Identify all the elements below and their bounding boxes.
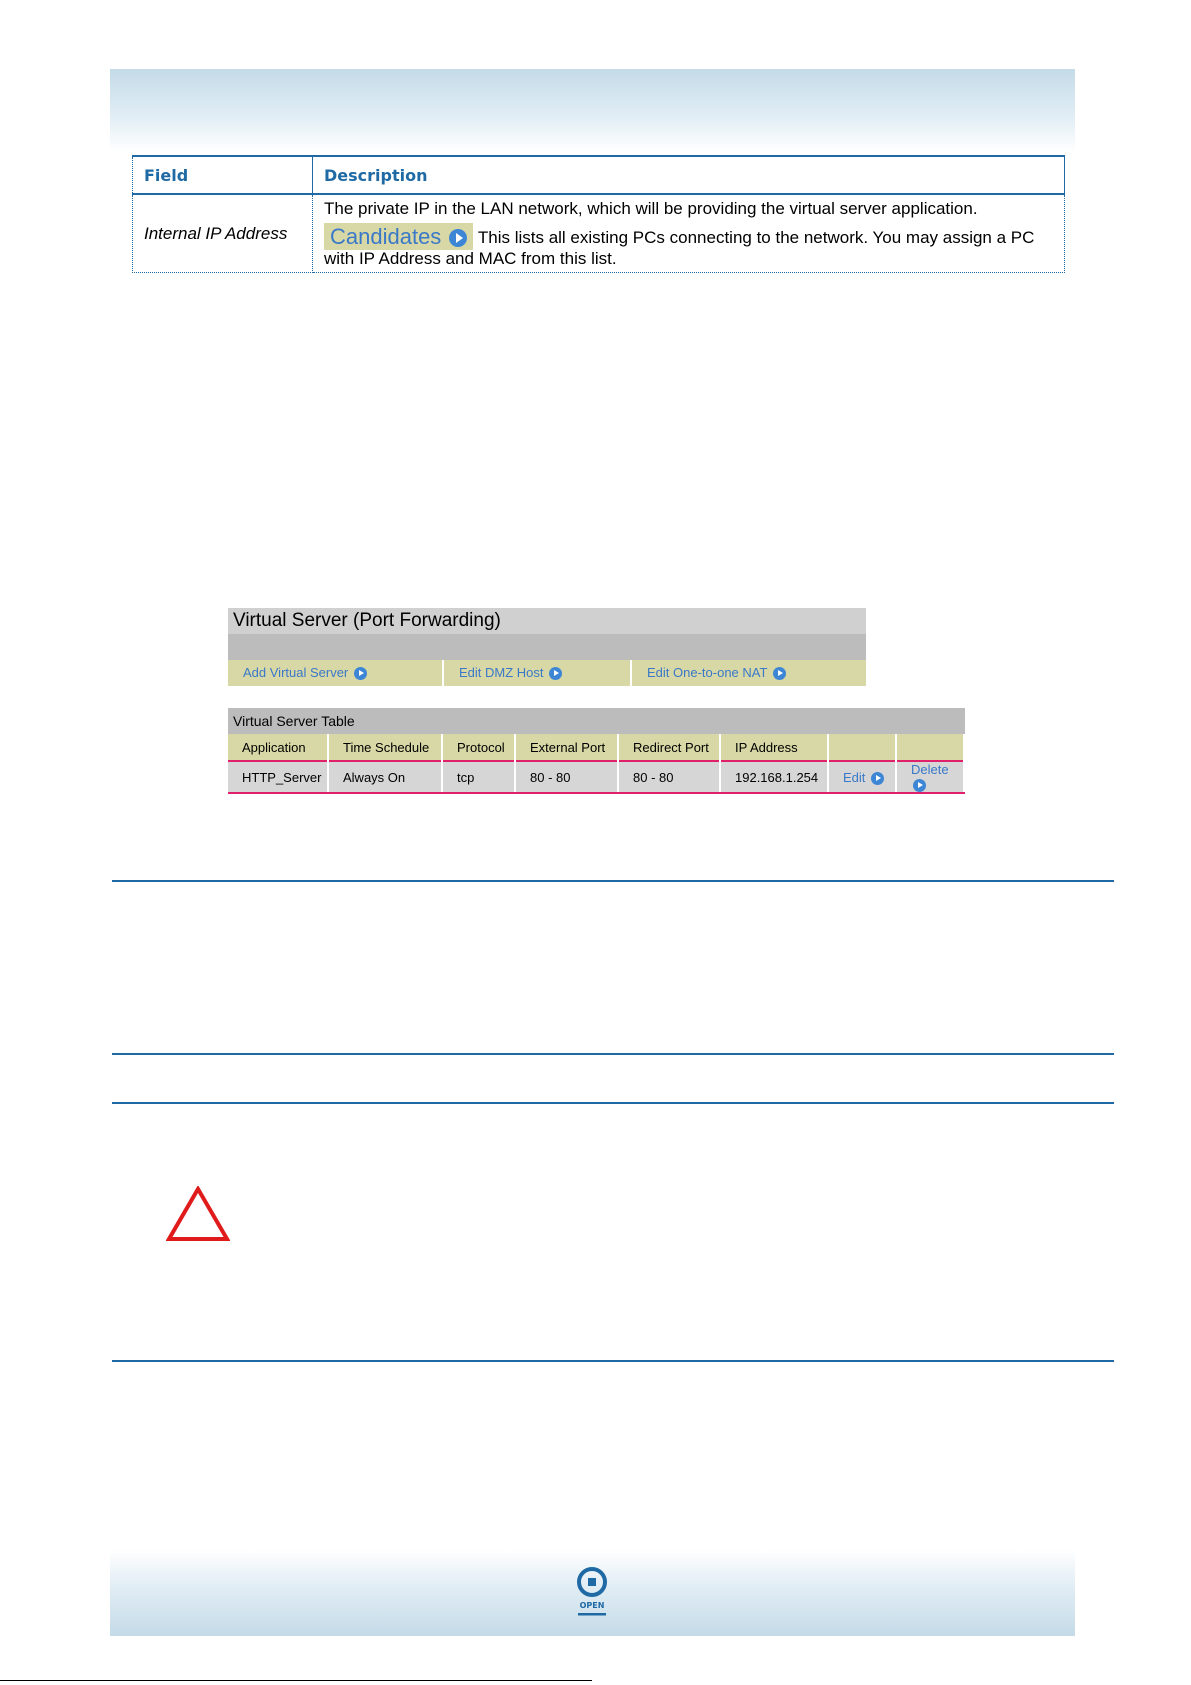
arrow-circle-icon bbox=[549, 667, 562, 680]
description-header: Description bbox=[313, 156, 1065, 194]
header-band bbox=[110, 69, 1075, 152]
virtual-server-panel bbox=[228, 608, 866, 686]
candidates-button[interactable] bbox=[324, 223, 473, 250]
edit-dmz-host-link[interactable] bbox=[444, 660, 632, 686]
description-text: This lists all existing PCs connecting to the network. You may assign a PC with IP Address and MAC from this list. bbox=[324, 228, 1035, 269]
section-divider bbox=[112, 1360, 1114, 1362]
section-divider bbox=[112, 880, 1114, 882]
field-header: Field bbox=[133, 156, 313, 194]
col-ip-address: IP Address bbox=[720, 734, 828, 761]
edit-one-to-one-nat-link[interactable] bbox=[632, 660, 866, 686]
arrow-circle-icon bbox=[449, 229, 467, 247]
arrow-circle-icon bbox=[913, 779, 926, 792]
section-divider bbox=[112, 1102, 1114, 1104]
virtual-server-table-title: Virtual Server Table bbox=[228, 708, 965, 734]
col-application: Application bbox=[228, 734, 328, 761]
edit-label: Edit bbox=[843, 769, 866, 785]
table-row bbox=[228, 761, 964, 793]
cell-schedule: Always On bbox=[328, 761, 442, 793]
cell-redirect-port: 80 - 80 bbox=[618, 761, 720, 793]
col-redirect-port: Redirect Port bbox=[618, 734, 720, 761]
arrow-circle-icon bbox=[871, 772, 884, 785]
col-edit bbox=[828, 734, 896, 761]
virtual-server-table bbox=[228, 734, 965, 794]
field-description bbox=[313, 194, 1065, 273]
warning-icon bbox=[166, 1186, 230, 1242]
cell-protocol: tcp bbox=[442, 761, 515, 793]
description-line: The private IP in the LAN network, which will be providing the virtual server application. bbox=[324, 199, 978, 218]
virtual-server-bar bbox=[228, 634, 866, 660]
col-protocol: Protocol bbox=[442, 734, 515, 761]
section-divider bbox=[112, 1053, 1114, 1055]
col-delete bbox=[896, 734, 964, 761]
candidates-label: Candidates bbox=[330, 224, 442, 249]
arrow-circle-icon bbox=[354, 667, 367, 680]
col-external-port: External Port bbox=[515, 734, 618, 761]
virtual-server-table-panel bbox=[228, 708, 965, 794]
open-logo-icon bbox=[575, 1566, 609, 1620]
logo-text: OPEN bbox=[579, 1601, 605, 1610]
link-label: Add Virtual Server bbox=[243, 665, 349, 680]
col-time-schedule: Time Schedule bbox=[328, 734, 442, 761]
footnote-rule bbox=[0, 1680, 592, 1681]
link-label: Edit DMZ Host bbox=[459, 665, 544, 680]
virtual-server-title: Virtual Server (Port Forwarding) bbox=[228, 608, 866, 634]
field-name: Internal IP Address bbox=[133, 194, 313, 273]
cell-ip-address: 192.168.1.254 bbox=[720, 761, 828, 793]
arrow-circle-icon bbox=[773, 667, 786, 680]
link-label: Edit One-to-one NAT bbox=[647, 665, 768, 680]
add-virtual-server-link[interactable] bbox=[228, 660, 444, 686]
table-row bbox=[133, 194, 1065, 273]
cell-application: HTTP_Server bbox=[228, 761, 328, 793]
delete-label: Delete bbox=[911, 762, 949, 777]
delete-link[interactable] bbox=[896, 761, 964, 793]
edit-link[interactable] bbox=[828, 761, 896, 793]
field-description-table bbox=[132, 155, 1065, 273]
virtual-server-links bbox=[228, 660, 866, 686]
cell-external-port: 80 - 80 bbox=[515, 761, 618, 793]
